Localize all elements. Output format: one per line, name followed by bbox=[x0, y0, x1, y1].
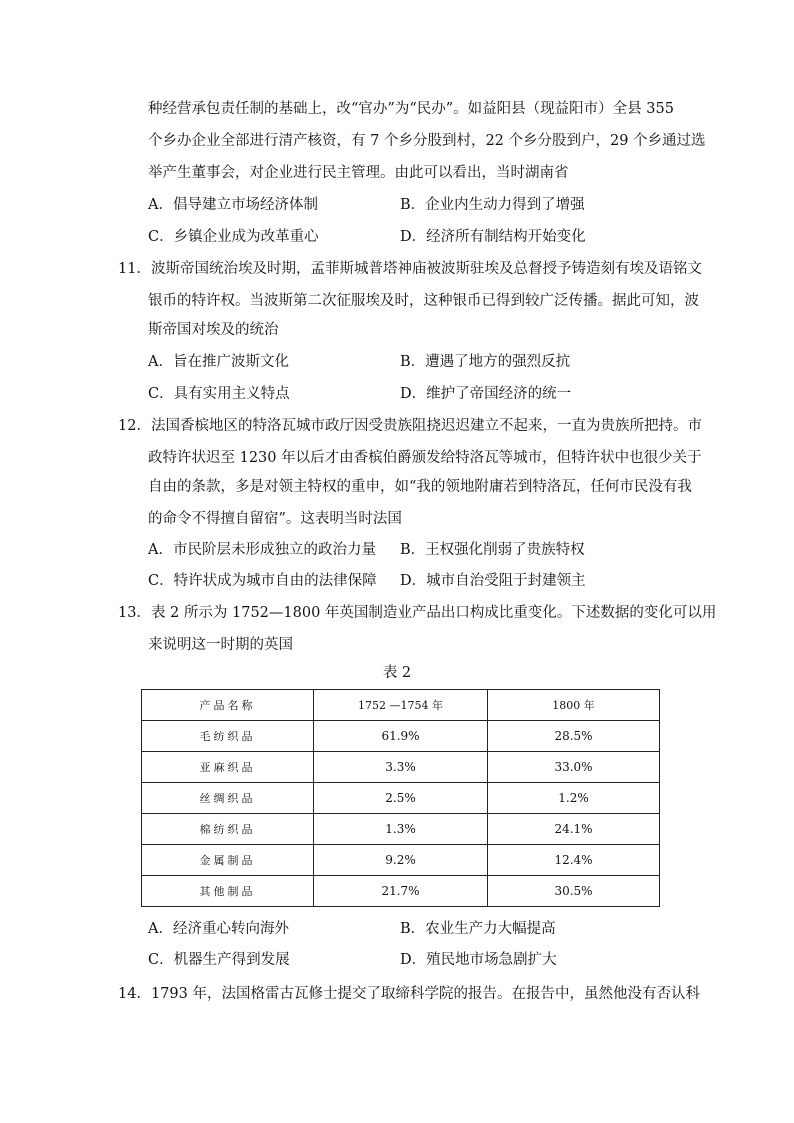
row-name: 棉纺织品 bbox=[142, 814, 314, 845]
q11-text-line-3: 斯帝国对埃及的统治 bbox=[148, 322, 279, 338]
table-row bbox=[142, 752, 660, 783]
row-value-1752: 9.2% bbox=[314, 845, 488, 876]
row-value-1752: 2.5% bbox=[314, 783, 488, 814]
table-row bbox=[142, 814, 660, 845]
row-name: 丝绸织品 bbox=[142, 783, 314, 814]
table-row bbox=[142, 721, 660, 752]
q11-option-a: A．旨在推广波斯文化 bbox=[148, 354, 289, 370]
q10-option-c: C．乡镇企业成为改革重心 bbox=[148, 229, 319, 245]
q10-option-a: A．倡导建立市场经济体制 bbox=[148, 197, 318, 213]
row-name: 亚麻织品 bbox=[142, 752, 314, 783]
header-1800: 1800 年 bbox=[488, 690, 660, 721]
q12-option-b: B．王权强化削弱了贵族特权 bbox=[400, 542, 585, 558]
row-value-1752: 3.3% bbox=[314, 752, 488, 783]
row-value-1752: 1.3% bbox=[314, 814, 488, 845]
row-value-1800: 12.4% bbox=[488, 845, 660, 876]
table-row bbox=[142, 845, 660, 876]
row-value-1800: 28.5% bbox=[488, 721, 660, 752]
row-name: 毛纺织品 bbox=[142, 721, 314, 752]
row-name: 其他制品 bbox=[142, 876, 314, 907]
table-caption: 表 2 bbox=[382, 665, 412, 681]
q10-option-b: B．企业内生动力得到了增强 bbox=[400, 197, 585, 213]
q10-text-line-2: 个乡办企业全部进行清产核资，有 7 个乡分股到村，22 个乡分股到户，29 个乡通过选 bbox=[148, 133, 706, 149]
table-header-row bbox=[142, 690, 660, 721]
header-product: 产品名称 bbox=[142, 690, 314, 721]
row-value-1800: 33.0% bbox=[488, 752, 660, 783]
table-row bbox=[142, 783, 660, 814]
q12-text-line-4: 的命令不得擅自留宿”。这表明当时法国 bbox=[148, 511, 402, 527]
row-value-1800: 24.1% bbox=[488, 814, 660, 845]
q11-option-b: B．遭遇了地方的强烈反抗 bbox=[400, 354, 571, 370]
q12-text-line-3: 自由的条款，多是对领主特权的重申，如“我的领地附庸若到特洛瓦，任何市民没有我 bbox=[148, 479, 692, 495]
q11-option-c: C．具有实用主义特点 bbox=[148, 386, 290, 402]
q12-option-d: D．城市自治受阻于封建领主 bbox=[400, 573, 586, 589]
q13-option-d: D．殖民地市场急剧扩大 bbox=[400, 952, 557, 968]
q11-option-d: D．维护了帝国经济的统一 bbox=[400, 386, 572, 402]
header-1752: 1752 —1754 年 bbox=[314, 690, 488, 721]
q13-option-b: B．农业生产力大幅提高 bbox=[400, 921, 556, 937]
q10-text-line-1: 种经营承包责任制的基础上，改“官办”为“民办”。如益阳县（现益阳市）全县 355 bbox=[148, 101, 674, 117]
row-value-1752: 61.9% bbox=[314, 721, 488, 752]
q10-option-d: D．经济所有制结构开始变化 bbox=[400, 229, 586, 245]
q13-option-a: A．经济重心转向海外 bbox=[148, 921, 289, 937]
q12-option-c: C．特许状成为城市自由的法律保障 bbox=[148, 573, 377, 589]
row-value-1800: 1.2% bbox=[488, 783, 660, 814]
q12-text-line-1: 12．法国香槟地区的特洛瓦城市政厅因受贵族阻挠迟迟建立不起来，一直为贵族所把持。市 bbox=[118, 418, 702, 434]
q13-text-line-1: 13．表 2 所示为 1752—1800 年英国制造业产品出口构成比重变化。下述数据的变化可以用 bbox=[118, 605, 717, 621]
table-row bbox=[142, 876, 660, 907]
q11-text-line-1: 11．波斯帝国统治埃及时期，孟菲斯城普塔神庙被波斯驻埃及总督授予铸造刻有埃及语铭文 bbox=[118, 261, 702, 277]
q13-option-c: C．机器生产得到发展 bbox=[148, 952, 290, 968]
export-table bbox=[141, 689, 660, 907]
q12-option-a: A．市民阶层未形成独立的政治力量 bbox=[148, 542, 376, 558]
q13-text-line-2: 来说明这一时期的英国 bbox=[148, 637, 293, 653]
q14-text-line-1: 14．1793 年，法国格雷古瓦修士提交了取缔科学院的报告。在报告中，虽然他没有否认科 bbox=[118, 986, 700, 1002]
q11-text-line-2: 银币的特许权。当波斯第二次征服埃及时，这种银币已得到较广泛传播。据此可知，波 bbox=[148, 293, 699, 309]
row-value-1800: 30.5% bbox=[488, 876, 660, 907]
q10-text-line-3: 举产生董事会，对企业进行民主管理。由此可以看出，当时湖南省 bbox=[148, 165, 569, 181]
q12-text-line-2: 政特许状迟至 1230 年以后才由香槟伯爵颁发给特洛瓦等城市，但特许状中也很少关于 bbox=[148, 450, 702, 466]
row-value-1752: 21.7% bbox=[314, 876, 488, 907]
row-name: 金属制品 bbox=[142, 845, 314, 876]
